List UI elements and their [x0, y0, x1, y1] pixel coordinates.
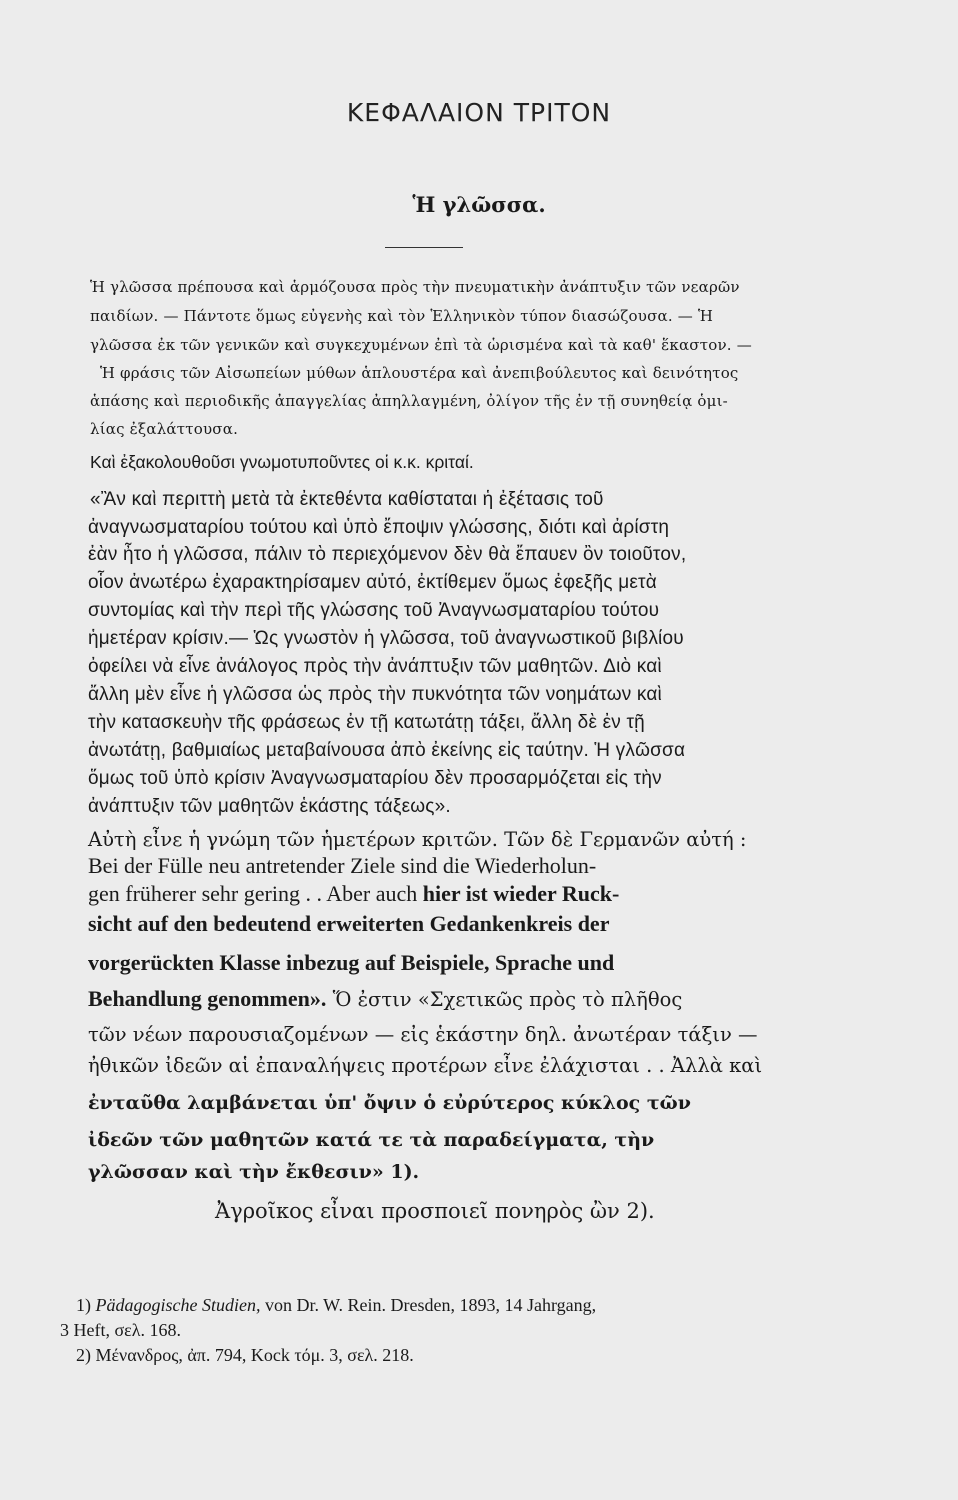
footnote-2: 2) Μένανδρος, ἀπ. 794, Kock τόμ. 3, σελ. 218.	[76, 1345, 414, 1365]
quote-line: ἐὰν ἦτο ἡ γλῶσσα, πάλιν τὸ περιεχόμενον δὲν θὰ ἔπαυεν ὂν τοιοῦτον,	[88, 544, 687, 565]
section-title: Ἡ γλῶσσα.	[412, 192, 546, 217]
quote-line: συντομίας καὶ τὴν περὶ τῆς γλώσσης τοῦ Ἀναγνωσματαρίου τούτου	[88, 600, 660, 621]
greek-bold-line: ἐνταῦθα λαμβάνεται ὑπ' ὄψιν ὁ εὐρύτερος κύκλος τῶν	[88, 1092, 691, 1114]
intro-line: Ἡ φράσις τῶν Αἰσωπείων μύθων ἁπλουστέρα καὶ ἀνεπιβούλευτος καὶ δεινότητος	[100, 364, 739, 382]
german-line-part: gen früherer sehr gering . . Aber auch	[88, 881, 423, 906]
german-line	[88, 883, 619, 905]
german-line-bold: Behandlung genommen».	[88, 986, 327, 1011]
footnote-title: Pädagogische Studien,	[95, 1295, 261, 1315]
quote-line: ὀφείλει νὰ εἶνε ἀνάλογος πρὸς τὴν ἀνάπτυξιν τῶν μαθητῶν. Διὸ καὶ	[88, 656, 662, 677]
quote-line: ἀνωτάτῃ, βαθμιαίως μεταβαίνουσα ἀπὸ ἐκείνης εἰς ταύτην. Ἡ γλῶσσα	[88, 740, 686, 761]
quote-line: ὅμως τοῦ ὑπὸ κρίσιν Ἀναγνωσματαρίου δὲν προσαρμόζεται εἰς τὴν	[88, 768, 662, 789]
quote-line: ἀναγνωσματαρίου τούτου καὶ ὑπὸ ἔποψιν γλώσσης, διότι καὶ ἀρίστη	[88, 517, 670, 538]
intro-line: λίας ἐξαλάττουσα.	[90, 420, 239, 438]
quote-line: ἡμετέραν κρίσιν.— Ὡς γνωστὸν ἡ γλῶσσα, τοῦ ἀναγνωστικοῦ βιβλίου	[88, 628, 684, 649]
footnote-text: von Dr. W. Rein. Dresden, 1893, 14 Jahrgang,	[260, 1295, 597, 1315]
greek-bold-line: γλῶσσαν καὶ τὴν ἔκθεσιν» 1).	[88, 1161, 420, 1183]
greek-line-part: Ὅ ἐστιν «Σχετικῶς πρὸς τὸ πλῆθος	[326, 988, 683, 1011]
german-line	[88, 988, 682, 1010]
german-line: sicht auf den bedeutend erweiterten Gedankenkreis der	[88, 911, 610, 936]
greek-translation-line: τῶν νέων παρουσιαζομένων — εἰς ἑκάστην δηλ. ἀνωτέραν τάξιν —	[88, 1023, 758, 1046]
intro-line: Ἡ γλῶσσα πρέπουσα καὶ ἁρμόζουσα πρὸς τὴν πνευματικὴν ἀνάπτυξιν τῶν νεαρῶν	[90, 278, 740, 296]
quote-line: οἷον ἀνωτέρω ἐχαρακτηρίσαμεν αὐτό, ἐκτίθεμεν ὅμως ἐφεξῆς μετὰ	[88, 572, 657, 593]
quote-line: τὴν κατασκευὴν τῆς φράσεως ἐν τῇ κατωτάτῃ τάξει, ἄλλη δὲ ἐν τῇ	[88, 712, 645, 733]
intro-line: παιδίων. — Πάντοτε ὅμως εὐγενὴς καὶ τὸν Ἑλληνικὸν τύπον διασώζουσα. — Ἡ	[90, 307, 714, 325]
title-divider	[385, 247, 463, 248]
greek-bold-line: ἰδεῶν τῶν μαθητῶν κατά τε τὰ παραδείγματα, τὴν	[88, 1129, 655, 1151]
proverb-line: Ἀγροῖκος εἶναι προσποιεῖ πονηρὸς ὢν 2).	[215, 1199, 655, 1223]
german-line-bold: hier ist wieder Ruck-	[422, 881, 620, 906]
german-line: vorgerückten Klasse inbezug auf Beispiele, Sprache und	[88, 950, 615, 975]
intro-line: ἁπάσης καὶ περιοδικῆς ἀπαγγελίας ἀπηλλαγμένη, ὀλίγον τῆς ἐν τῇ συνηθείᾳ ὁμι-	[90, 392, 728, 410]
german-line: Bei der Fülle neu antretender Ziele sind die Wiederholun-	[88, 853, 597, 878]
quote-line: «Ἂν καὶ περιττὴ μετὰ τὰ ἐκτεθέντα καθίσταται ἡ ἐξέτασις τοῦ	[90, 489, 604, 510]
quote-line: ἀνάπτυξιν τῶν μαθητῶν ἑκάστης τάξεως».	[88, 796, 451, 817]
german-intro-line: Αὐτὴ εἶνε ἡ γνώμη τῶν ἡμετέρων κριτῶν. Τῶν δὲ Γερμανῶν αὐτή :	[88, 828, 747, 851]
footnote-1-line2: 3 Heft, σελ. 168.	[60, 1320, 181, 1340]
footnote-1	[76, 1296, 596, 1314]
footnote-number: 1)	[76, 1295, 91, 1315]
critics-line: Καὶ ἐξακολουθοῦσι γνωμοτυποῦντες οἱ κ.κ. κριταί.	[90, 452, 474, 472]
greek-translation-line: ἠθικῶν ἰδεῶν αἱ ἐπαναλήψεις προτέρων εἶνε ἐλάχισται . . Ἀλλὰ καὶ	[88, 1054, 763, 1077]
intro-line: γλῶσσα ἐκ τῶν γενικῶν καὶ συγκεχυμένων ἐπὶ τὰ ὡρισμένα καὶ τὰ καθ' ἕκαστον. —	[90, 336, 752, 354]
chapter-title: ΚΕΦΑΛΑΙΟΝ ΤΡΙΤΟΝ	[346, 98, 612, 127]
quote-line: ἄλλη μὲν εἶνε ἡ γλῶσσα ὡς πρὸς τὴν πυκνότητα τῶν νοημάτων καὶ	[88, 684, 662, 705]
